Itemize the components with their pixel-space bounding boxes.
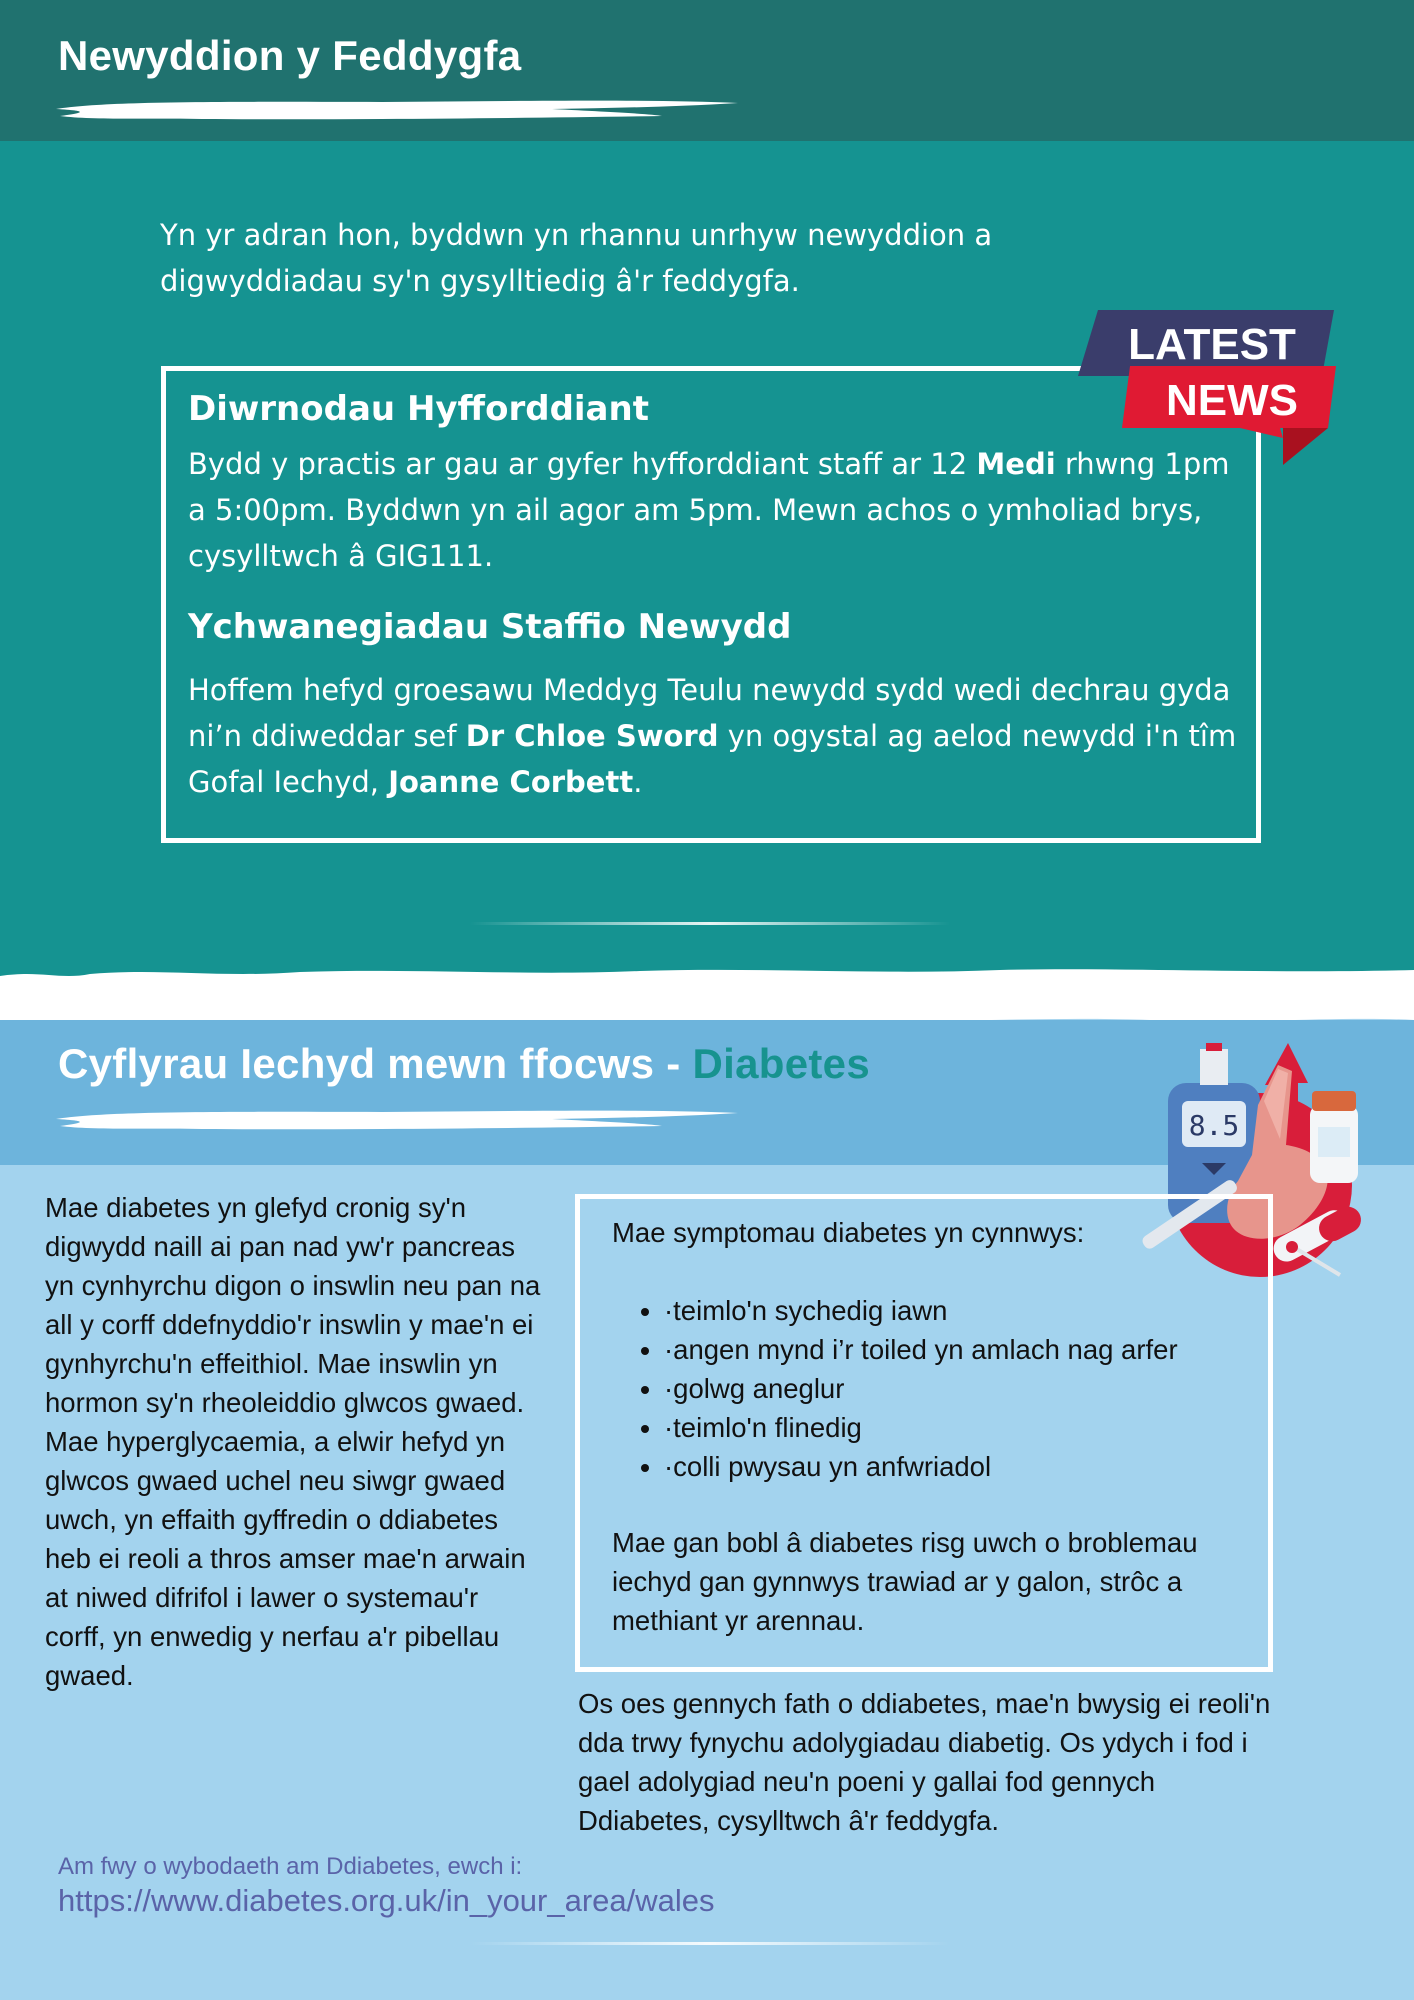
new-staff-text: Hoffem hefyd groesawu Meddyg Teulu newydd sydd wedi dechrau gyda ni’n ddiweddar sef Dr Chloe Sword yn ogystal ag aelod newydd i'n tîm Gofal Iechyd, Joanne Corbett. (188, 673, 1237, 799)
list-item: • ·golwg aneglur (664, 1369, 1284, 1408)
meter-reading: 8.5 (1188, 1109, 1240, 1142)
diabetes-info-link[interactable]: https://www.diabetes.org.uk/in_your_area/wales (58, 1883, 715, 1918)
brush-stroke-underline (52, 1106, 742, 1132)
health-title: Cyflyrau Iechyd mewn ffocws - Diabetes (58, 1040, 870, 1087)
list-item: • ·teimlo'n sychedig iawn (664, 1291, 1284, 1330)
torn-paper-divider (0, 966, 1414, 1028)
list-item: • ·angen mynd i’r toiled yn amlach nag arfer (664, 1330, 1284, 1369)
badge-news-text: NEWS (1166, 376, 1298, 425)
diabetes-description: Mae diabetes yn glefyd cronig sy'n digwydd naill ai pan nad yw'r pancreas yn cynhyrchu digon o inswlin neu pan na all y corff ddefnyddio'r inswlin y mae'n ei gynhyrchu'n effeithiol. Mae inswlin yn hormon sy'n rheoleiddio glwcos gwaed. Mae hyperglycaemia, a elwir hefyd yn glwcos gwaed uchel neu siwgr gwaed uwch, yn effaith gyffredin o ddiabetes heb ei reoli a thros amser mae'n arwain at niwed difrifol i lawer o systemau'r corff, yn enwedig y nerfau a'r pibellau gwaed. (45, 1192, 541, 1691)
latest-news-badge (1078, 310, 1338, 465)
health-title-accent: Diabetes (692, 1040, 870, 1087)
list-item: • ·teimlo'n flinedig (664, 1408, 1284, 1447)
symptoms-intro: Mae symptomau diabetes yn cynnwys: (612, 1217, 1085, 1248)
news-title: Newyddion y Feddygfa (58, 32, 522, 79)
more-info-label: Am fwy o wybodaeth am Ddiabetes, ewch i: (58, 1853, 523, 1880)
review-advice-text: Os oes gennych fath o ddiabetes, mae'n bwysig ei reoli'n dda trwy fynychu adolygiadau diabetig. Os ydych i fod i gael adolygiad neu'n poeni y gallai fod gennych Ddiabetes, cysylltwch â'r feddygfa. (578, 1688, 1271, 1836)
symptoms-box (575, 1194, 1273, 1672)
section-divider (470, 922, 950, 925)
news-intro: Yn yr adran hon, byddwn yn rhannu unrhyw newyddion a digwyddiadau sy'n gysylltiedig â'r feddygfa. (160, 218, 993, 298)
badge-latest-text: LATEST (1128, 320, 1296, 369)
training-days-heading: Diwrnodau Hyfforddiant (188, 389, 649, 429)
section-divider (470, 1942, 950, 1945)
list-item: • ·colli pwysau yn anfwriadol (664, 1447, 1284, 1486)
new-staff-heading: Ychwanegiadau Staffio Newydd (188, 607, 792, 647)
symptoms-list (612, 1291, 1284, 1486)
training-days-text: Bydd y practis ar gau ar gyfer hyfforddiant staff ar 12 Medi rhwng 1pm a 5:00pm. Byddwn yn ail agor am 5pm. Mewn achos o ymholiad brys, cysylltwch â GIG111. (188, 447, 1230, 573)
risk-text: Mae gan bobl â diabetes risg uwch o broblemau iechyd gan gynnwys trawiad ar y galon, strôc a methiant yr arennau. (612, 1527, 1198, 1636)
brush-stroke-underline (52, 96, 742, 122)
